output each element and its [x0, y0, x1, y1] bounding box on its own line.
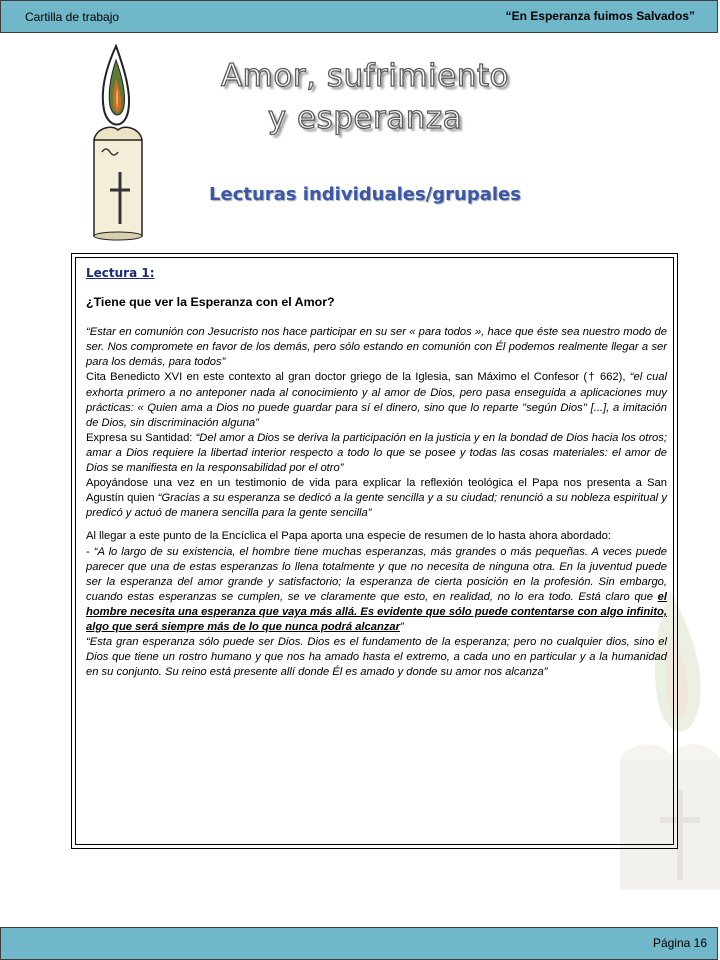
header-bar [0, 0, 718, 33]
reading-box [71, 253, 678, 849]
page-number: Página 16 [652, 936, 707, 950]
paragraph-6-end: ” [399, 620, 404, 633]
paragraph-3-quote: “Del amor a Dios se deriva la participación en la justicia y en la bondad de Dios hacia los otros; amar a Dios requiere la libertad interior respecto a todo lo que se posee y todas las cosas materiales: el amor de Dios se manifiesta en la responsabilidad por el otro” [86, 431, 667, 475]
paragraph-2-quote: “el cual exhorta primero a no anteponer nada al conocimiento y al amor de Dios, pero pasa enseguida a aplicaciones muy prácticas: « Quien ama a Dios no puede guardar para sí el dinero, sino que lo reparte ''según Dios'' [...], a imitación de Dios, sin discriminación alguna” [86, 371, 667, 429]
header-right: “En Esperanza fuimos Salvados” [505, 9, 695, 23]
paragraph-gap [86, 521, 667, 529]
page-title [150, 55, 580, 139]
reading-content [86, 266, 667, 680]
paragraph-2 [86, 370, 667, 430]
reading-box-inner [75, 257, 674, 845]
paragraph-7-quote: “Esta gran esperanza sólo puede ser Dios. Dios es el fundamento de la esperanza; pero no cualquier dios, sino el Dios que tiene un rostro humano y que nos ha amado hasta el extremo, a cada uno en particular y a la humanidad en su conjunto. Su reino está presente allí donde Él es amado y donde su amor nos alcanza” [86, 636, 667, 679]
paragraph-1-quote: “Estar en comunión con Jesucristo nos hace participar en su ser « para todos », hace que éste sea nuestro modo de ser. Nos compromete en favor de los demás, pero sólo estando en comunión con Él podemos realmente llegar a ser para los demás, para todos” [86, 326, 667, 369]
title-line-2: y esperanza [267, 100, 463, 136]
paragraph-5: Al llegar a este punto de la Encíclica el Papa aporta una especie de resumen de lo hasta ahora abordado: [86, 530, 611, 543]
paragraph-6 [86, 545, 667, 636]
page-subtitle: Lecturas individuales/grupales [209, 184, 521, 205]
paragraph-4-quote: “Gracias a su esperanza se dedicó a la gente sencilla y a su ciudad; renunció a su nobleza espiritual y predicó y actuó de manera sencilla para la gente sencilla” [86, 492, 667, 520]
paragraph-6-prefix: - [86, 545, 94, 558]
paragraph-6-quote: “A lo largo de su existencia, el hombre tiene muchas esperanzas, más grandes o más pequeñas. A veces puede parecer que una de estas esperanzas lo llena totalmente y que no necesita de ninguna otra. En la juventud puede ser la esperanza del amor grande y satisfactorio; la esperanza de cierta posición en la profesión. Sin embargo, cuando estas esperanzas se cumplen, se ve claramente que esto, en realidad, no lo era todo. Está claro que [86, 545, 667, 603]
candle-icon [82, 44, 152, 244]
paragraph-7 [86, 635, 667, 680]
header-left: Cartilla de trabajo [25, 10, 120, 24]
paragraph-4 [86, 476, 667, 521]
title-line-1: Amor, sufrimiento [220, 58, 510, 94]
paragraph-1 [86, 325, 667, 370]
paragraph-2-intro: Cita Benedicto XVI en este contexto al gran doctor griego de la Iglesia, san Máximo el Confesor († 662), [86, 371, 630, 384]
paragraph-3-intro: Expresa su Santidad: [86, 431, 196, 444]
reading-label: Lectura 1: [86, 266, 155, 280]
reading-question: ¿Tiene que ver la Esperanza con el Amor? [86, 295, 335, 310]
paragraph-4-intro: Apoyándose una vez en un testimonio de vida para explicar la reflexión teológica el Papa nos presenta a San Agustín quien [86, 477, 667, 505]
footer-bar [0, 927, 718, 960]
paragraph-3 [86, 431, 667, 476]
paragraph-6-emphasis: el hombre necesita una esperanza que vaya más allá. Es evidente que sólo puede contentarse con algo infinito, algo que será siempre más de lo que nunca podrá alcanzar [86, 590, 667, 633]
